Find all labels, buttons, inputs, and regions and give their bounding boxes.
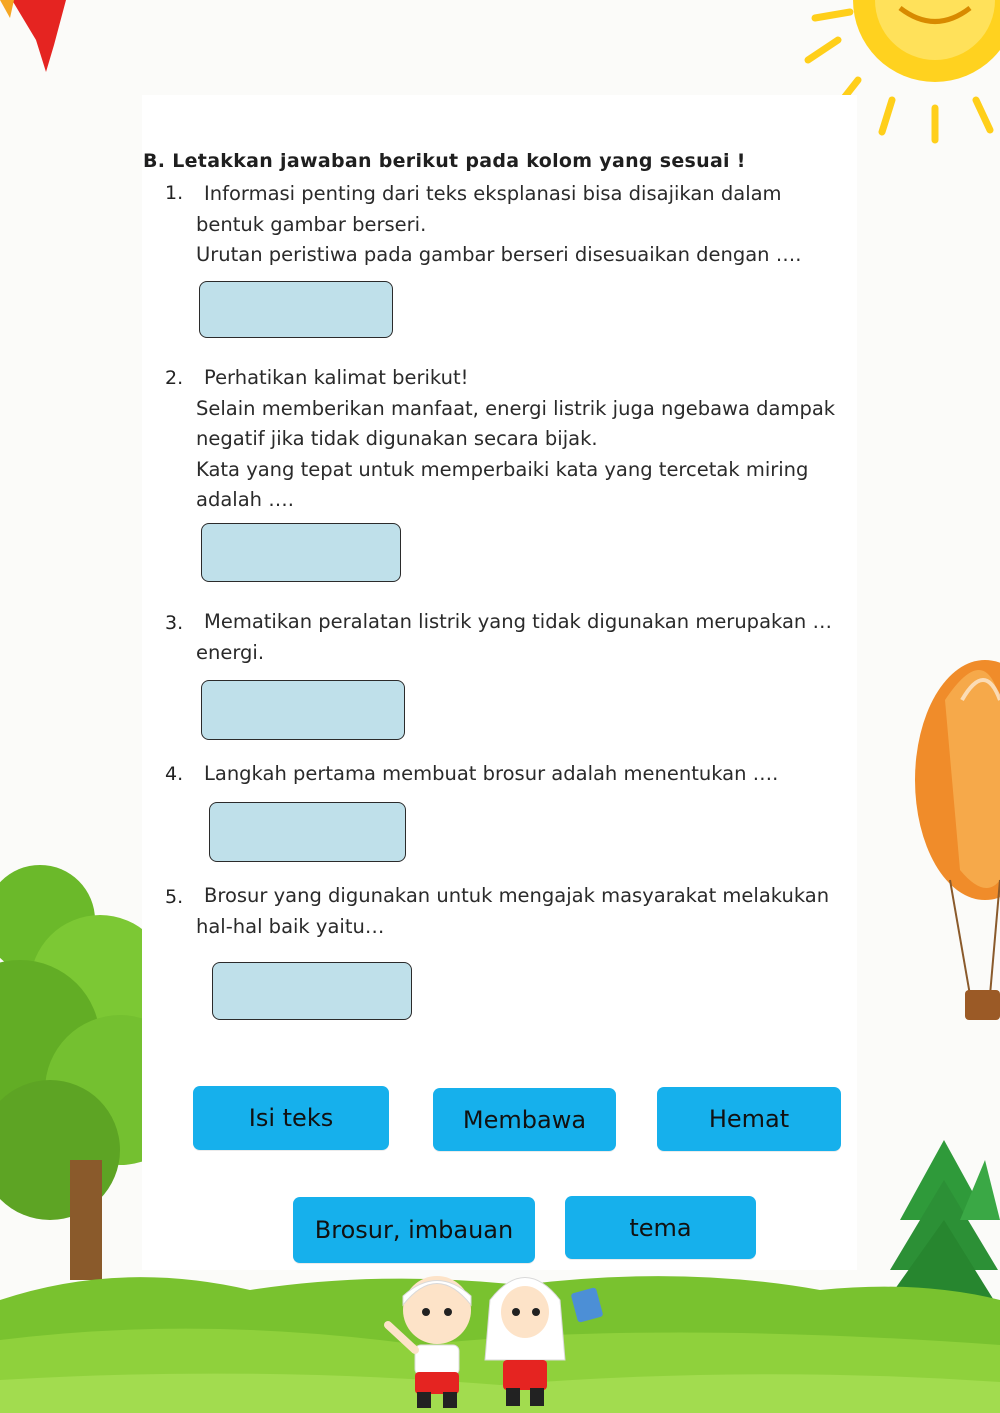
question-2-line: Perhatikan kalimat berikut! [204,366,469,389]
question-1-line: Urutan peristiwa pada gambar berseri disesuaikan dengan …. [196,243,802,266]
answer-chip-brosur-imbauan[interactable]: Brosur, imbauan [293,1197,535,1263]
question-4-line: Langkah pertama membuat brosur adalah menentukan …. [204,762,779,785]
instruction-heading: B. Letakkan jawaban berikut pada kolom yang sesuai ! [143,150,746,172]
answer-chip-tema[interactable]: tema [565,1196,756,1259]
answer-chip-isi-teks[interactable]: Isi teks [193,1086,389,1150]
question-2-line: negatif jika tidak digunakan secara bijak. [196,427,598,450]
hot-air-balloon-icon [915,660,1000,1020]
question-5-text [196,881,856,942]
question-2-line: adalah …. [196,488,294,511]
question-1-line: bentuk gambar berseri. [196,212,427,236]
answer-drop-zone-3[interactable] [201,680,405,740]
question-3-line: energi. [196,640,265,664]
answer-drop-zone-5[interactable] [212,962,412,1020]
question-3-line: Mematikan peralatan listrik yang tidak digunakan merupakan … [204,610,832,633]
question-1-number: 1. [165,182,184,204]
question-2-text [196,363,856,516]
question-2-line: Selain memberikan manfaat, energi listrik juga ngebawa dampak [196,396,836,420]
answer-drop-zone-4[interactable] [209,802,406,862]
question-1-line: Informasi penting dari teks eksplanasi bisa disajikan dalam [204,182,782,205]
answer-chip-hemat[interactable]: Hemat [657,1087,841,1151]
rocket-icon [0,0,66,72]
question-2-number: 2. [165,367,184,389]
question-5-line: hal-hal baik yaitu… [196,914,385,938]
question-3-number: 3. [165,612,184,634]
question-5-line: Brosur yang digunakan untuk mengajak masyarakat melakukan [204,884,830,907]
question-3-text [196,607,856,668]
question-2-line: Kata yang tepat untuk memperbaiki kata yang tercetak miring [196,457,809,481]
question-5-number: 5. [165,886,184,908]
answer-chip-membawa[interactable]: Membawa [433,1088,616,1151]
answer-drop-zone-2[interactable] [201,523,401,582]
answer-drop-zone-1[interactable] [199,281,393,338]
question-4-text [196,759,856,790]
question-1-text [196,179,856,271]
question-4-number: 4. [165,763,184,785]
